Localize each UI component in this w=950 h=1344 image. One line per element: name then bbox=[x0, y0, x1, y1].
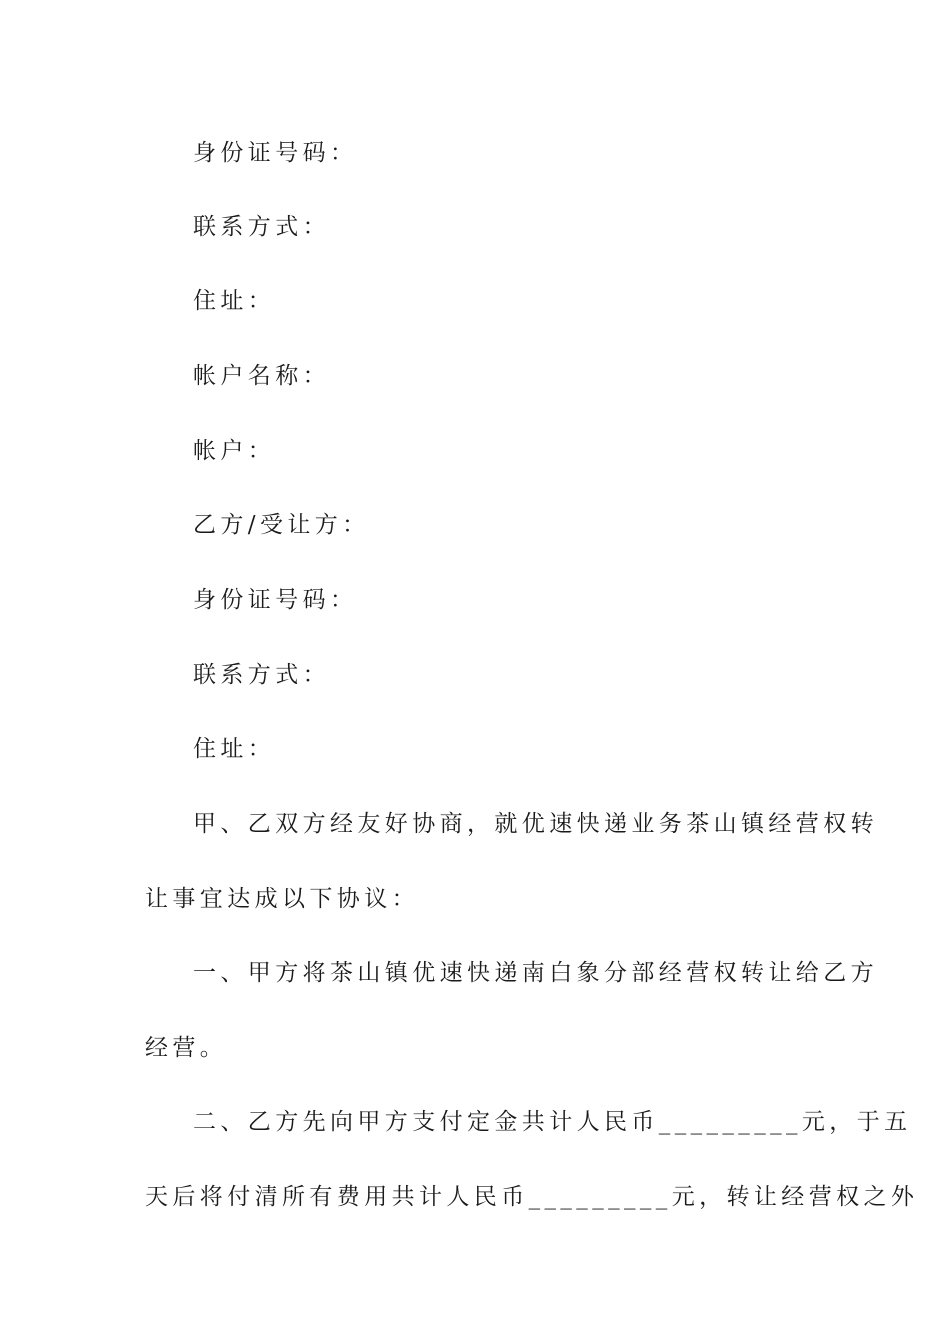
party-b-id-number-label: 身份证号码： bbox=[193, 587, 358, 613]
clause-1-line1: 一、甲方将茶山镇优速快递南白象分部经营权转让给乙方 bbox=[193, 960, 878, 986]
party-b-contact-label: 联系方式： bbox=[193, 662, 330, 688]
party-a-id-number-label: 身份证号码： bbox=[193, 140, 358, 166]
clause-1-line2: 经营。 bbox=[145, 1035, 228, 1061]
party-b-address-label: 住址： bbox=[193, 736, 276, 762]
party-a-address-label: 住址： bbox=[193, 288, 276, 314]
party-a-contact-label: 联系方式： bbox=[193, 214, 330, 240]
party-a-account-name-label: 帐户名称： bbox=[193, 363, 330, 389]
intro-paragraph-line2: 让事宜达成以下协议： bbox=[145, 886, 419, 912]
clause-2-line1: 二、乙方先向甲方支付定金共计人民币_________元，于五 bbox=[193, 1109, 912, 1135]
party-b-title: 乙方/受让方： bbox=[193, 512, 370, 538]
clause-2-line2: 天后将付清所有费用共计人民币_________元，转让经营权之外 bbox=[145, 1184, 919, 1210]
intro-paragraph-line1: 甲、乙双方经友好协商，就优速快递业务茶山镇经营权转 bbox=[193, 811, 878, 837]
party-a-account-label: 帐户： bbox=[193, 438, 276, 464]
